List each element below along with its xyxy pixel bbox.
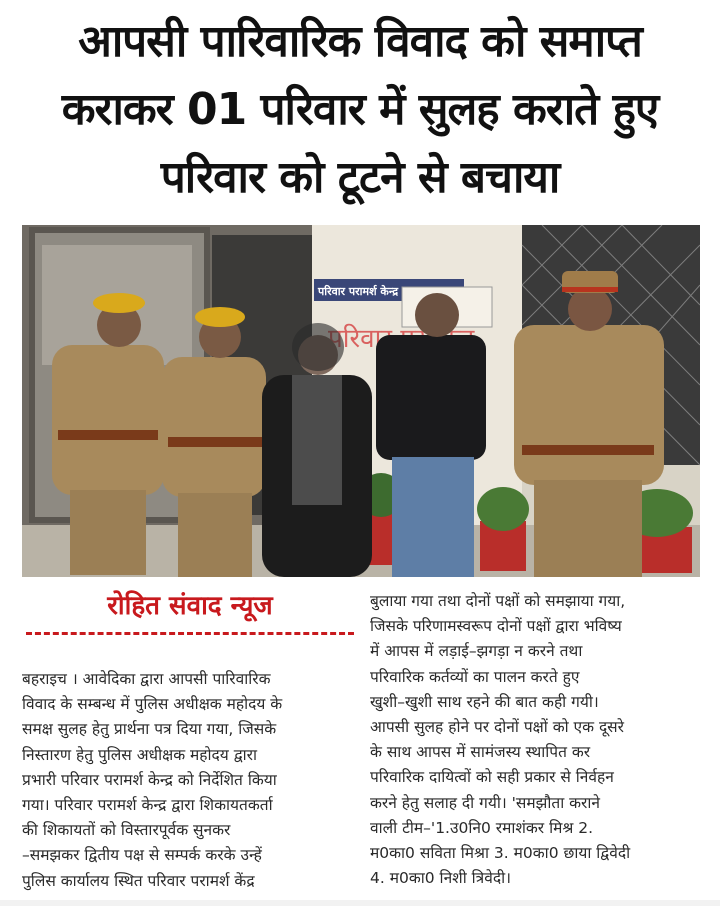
headline <box>0 8 720 212</box>
text-line: 4. म0का0 निशी त्रिवेदी। <box>370 869 511 888</box>
text-line: समक्ष सुलह हेतु प्रार्थना पत्र दिया गया, जिसके <box>22 720 277 739</box>
text-line: विवाद के सम्बन्ध में पुलिस अधीक्षक महोदय के <box>22 695 283 714</box>
bottom-strip <box>0 900 720 906</box>
article-column-left <box>22 667 358 894</box>
text-line: वाली टीम–'1.उ0नि0 रमाशंकर मिश्र 2. <box>370 818 594 837</box>
text-line: की शिकायतों को विस्तारपूर्वक सुनकर <box>22 821 231 840</box>
news-photo <box>22 225 700 577</box>
text-line: परिवारिक दायित्वों को सही प्रकार से निर्वहन <box>370 768 614 787</box>
text-line: बहराइच । आवेदिका द्वारा आपसी पारिवारिक <box>22 670 271 688</box>
text-line: खुशी–खुशी साथ रहने की बात कही गयी। <box>370 692 599 711</box>
text-line: म0का0 सविता मिश्रा 3. म0का0 छाया द्विवेदी <box>370 844 631 863</box>
text-line: परिवारिक कर्तव्यों का पालन करते हुए <box>370 667 580 686</box>
brand-divider <box>26 632 354 635</box>
headline-line-2: कराकर 01 परिवार में सुलह कराते हुए <box>61 84 659 135</box>
text-line: गया। परिवार परामर्श केन्द्र द्वारा शिकायतकर्ता <box>22 796 273 815</box>
text-line: में आपस में लड़ाई–झगड़ा न करने तथा <box>370 642 583 661</box>
text-line: आपसी सुलह होने पर दोनों पक्षों को एक दूसरे <box>370 718 624 737</box>
text-line: के साथ आपस में सामंजस्य स्थापित कर <box>370 743 591 762</box>
wall-text: परिवार <box>328 324 392 354</box>
text-line: प्रभारी परिवार परामर्श केन्द्र को निर्देशित किया <box>22 770 277 789</box>
sign-text: परिवार परामर्श केन्द्र <box>318 285 399 298</box>
text-line: निस्तारण हेतु पुलिस अधीक्षक महोदय द्वारा <box>22 745 257 764</box>
headline-line-1: आपसी पारिवारिक विवाद को समाप्त <box>78 16 642 67</box>
text-line: बुलाया गया तथा दोनों पक्षों को समझाया गया, <box>370 592 626 610</box>
text-line: पुलिस कार्यालय स्थित परिवार परामर्श केंद्र <box>22 871 255 890</box>
article-column-right <box>370 589 700 891</box>
text-line: जिसके परिणामस्वरूप दोनों पक्षों द्वारा भविष्य <box>370 617 622 636</box>
headline-line-3: परिवार को टूटने से बचाया <box>160 152 560 203</box>
text-line: –समझकर द्वितीय पक्ष से सम्पर्क करके उन्हें <box>22 846 262 865</box>
text-line: करने हेतु सलाह दी गयी। 'समझौता कराने <box>370 793 601 812</box>
brand-name: रोहित संवाद न्यूज <box>107 591 273 621</box>
man <box>376 293 486 577</box>
